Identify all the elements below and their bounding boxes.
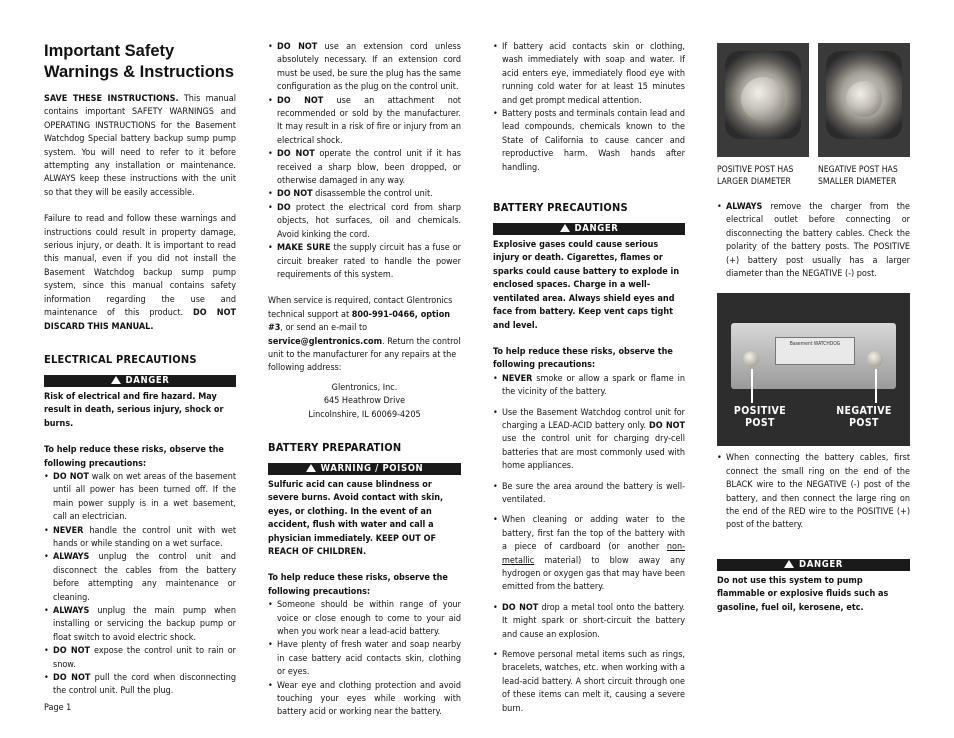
list-item: • DO NOT disassemble the control unit. <box>268 188 461 201</box>
column-4 <box>717 43 910 615</box>
list-item: • DO NOT drop a metal tool onto the battery. It might spark or short-circuit the battery and cause an explosion. <box>493 602 685 642</box>
danger-banner-battery: DANGER <box>493 223 685 235</box>
danger-text-electrical: Risk of electrical and fire hazard. May result in death, serious injury, shock or burns. <box>44 391 224 429</box>
danger-text-battery: Explosive gases could cause serious injury or death. Cigarettes, flames or sparks could cause battery to explode in enclosed spaces. Charge in a well-ventilated area. Always shield eyes and face from battery. Keep vent caps tight and level. <box>493 240 680 331</box>
negative-post-label: NEGATIVE POST <box>836 405 892 430</box>
warning-text-poison: Sulfuric acid can cause blindness or severe burns. Avoid contact with skin, eyes, or clothing. In the event of an accident, flush with water and call a physician immediately. KEEP OUT OF REACH OF CHILDREN. <box>268 479 444 557</box>
list-item: • Wear eye and clothing protection and avoid touching your eyes while working with battery acid or working near the battery. <box>268 680 461 720</box>
warning-triangle-icon <box>560 224 570 232</box>
list-item: • DO NOT expose the control unit to rain or snow. <box>44 645 236 672</box>
battery-precautions-list <box>493 373 685 716</box>
battery-photo <box>717 293 910 446</box>
precautions-intro: To help reduce these risks, observe the following precautions: <box>268 573 448 597</box>
battery-post-photos <box>717 43 910 157</box>
battery-preparation-list-cont <box>493 41 685 175</box>
service-paragraph: When service is required, contact Glentronics technical support at 800-991-0466, option #3, or send an e-mail to service@glentronics.com. Return the control unit to the manufacturer for any repairs at the following address: <box>268 296 461 374</box>
precautions-intro: To help reduce these risks, observe the following precautions: <box>493 346 673 371</box>
positive-arrow <box>751 369 753 403</box>
list-item: • Battery posts and terminals contain lead and lead compounds, chemicals known to the State of California to cause cancer and reproductive harm. Wash hands after handling. <box>493 108 685 175</box>
list-item: • NEVER smoke or allow a spark or flame in the vicinity of the battery. <box>493 373 685 400</box>
section-title-electrical: ELECTRICAL PRECAUTIONS <box>44 352 197 366</box>
positive-post-caption: POSITIVE POST HAS LARGER DIAMETER <box>717 165 794 187</box>
discard-warning-paragraph: Failure to read and follow these warnings and instructions could result in property damage, serious injury, or death. It is important to read this manual, even if you did not install the Basement Watchdog backup sump pump system, since this manual contains safety information regarding the use and maintenance of this product. DO NOT DISCARD THIS MANUAL. <box>44 214 236 332</box>
electrical-precautions-list <box>44 471 236 699</box>
warning-triangle-icon <box>784 560 794 568</box>
list-item: • ALWAYS unplug the main pump when installing or servicing the backup pump or float switch to avoid electric shock. <box>44 605 236 645</box>
photo-captions <box>717 164 910 188</box>
page-title: Important Safety Warnings & Instructions <box>44 42 235 81</box>
precautions-intro: To help reduce these risks, observe the following precautions: <box>44 445 224 469</box>
list-item: • DO NOT walk on wet areas of the basement until all power has been turned off. If the main power supply is in a wet basement, call an electrician. <box>44 471 236 525</box>
list-item: • When cleaning or adding water to the battery, first fan the top of the battery with a piece of cardboard (or another non-metallic material) to blow away any hydrogen or oxygen gas that may have been emitted from the battery. <box>493 514 685 594</box>
danger-banner-flammable: DANGER <box>717 559 910 571</box>
section-title-battery-precautions: BATTERY PRECAUTIONS <box>493 201 628 215</box>
page-number: Page 1 <box>44 703 72 713</box>
list-item: • Someone should be within range of your voice or close enough to come to your aid when you work near a lead-acid battery. <box>268 599 461 639</box>
connection-list <box>717 452 910 532</box>
intro-paragraph: SAVE THESE INSTRUCTIONS. This manual contains important SAFETY WARNINGS and OPERATING INSTRUCTIONS for the Basement Watchdog Special battery backup sump pump system. You will need to refer to it before attempting any installation or maintenance. ALWAYS keep these instructions with the unit so that they will be easily accessible. <box>44 94 236 198</box>
list-item: • Remove personal metal items such as rings, bracelets, watches, etc. when working with a lead-acid battery. A short circuit through one of these items can melt it, causing a severe burn. <box>493 649 685 716</box>
column-1 <box>44 38 236 699</box>
list-item: • Have plenty of fresh water and soap nearby in case battery acid contacts skin, clothing or eyes. <box>268 639 461 679</box>
electrical-precautions-list-cont <box>268 41 461 282</box>
battery-brand-label: Basement WATCHDOG <box>775 337 855 365</box>
list-item: • DO protect the electrical cord from sharp objects, hot surfaces, oil and chemicals. Avoid kinking the cord. <box>268 202 461 242</box>
polarity-list <box>717 201 910 281</box>
battery-preparation-list <box>268 599 461 720</box>
manufacturer-address: Glentronics, Inc. 645 Heathrow Drive Lincolnshire, IL 60069-4205 <box>308 382 421 420</box>
warning-triangle-icon <box>306 464 316 472</box>
support-phone: 800-991-0466, option #3 <box>268 309 451 334</box>
negative-post-photo <box>818 43 910 157</box>
warning-triangle-icon <box>111 376 121 384</box>
list-item: • DO NOT use an extension cord unless absolutely necessary. If an extension cord must be used, be sure the plug has the same configuration as the plug on the control unit. <box>268 41 461 95</box>
list-item: • Be sure the area around the battery is well-ventilated. <box>493 481 685 508</box>
column-2 <box>268 38 461 720</box>
list-item: • If battery acid contacts skin or clothing, wash immediately with soap and water. If acid enters eye, immediately flood eye with running cold water for at least 15 minutes and get prompt medical attention. <box>493 41 685 108</box>
warning-banner-poison: WARNING / POISON <box>268 463 461 475</box>
danger-banner-electrical: DANGER <box>44 375 236 387</box>
list-item: • DO NOT operate the control unit if it has received a sharp blow, been dropped, or otherwise damaged in any way. <box>268 148 461 188</box>
list-item: • DO NOT use an attachment not recommended or sold by the manufacturer. It may result in a risk of fire or injury from an electrical shock. <box>268 95 461 149</box>
list-item: • DO NOT pull the cord when disconnecting the control unit. Pull the plug. <box>44 672 236 699</box>
support-email-link[interactable]: service@glentronics.com <box>268 336 383 347</box>
list-item: • Use the Basement Watchdog control unit for charging a LEAD-ACID battery only. DO NOT use the control unit for charging dry-cell batteries that are most commonly used with home appliances. <box>493 407 685 474</box>
list-item: • NEVER handle the control unit with wet hands or while standing on a wet surface. <box>44 525 236 552</box>
positive-post-label: POSITIVE POST <box>733 405 787 430</box>
negative-arrow <box>875 369 877 403</box>
list-item: • MAKE SURE the supply circuit has a fuse or circuit breaker rated to handle the power requirements of this system. <box>268 242 461 282</box>
list-item: • When connecting the battery cables, first connect the small ring on the end of the BLACK wire to the NEGATIVE (-) post of the battery, and then connect the large ring on the end of the RED wire to the POSITIVE (+) post of the battery. <box>717 452 910 532</box>
list-item: • ALWAYS unplug the control unit and disconnect the cables from the battery before attempting any maintenance or cleaning. <box>44 551 236 605</box>
column-3 <box>493 38 685 716</box>
section-title-battery-preparation: BATTERY PREPARATION <box>268 440 402 454</box>
list-item: • ALWAYS remove the charger from the electrical outlet before connecting or disconnecting the battery cables. Check the polarity of the battery posts. The POSITIVE (+) battery post usually has a larger diameter than the NEGATIVE (-) post. <box>717 201 910 281</box>
positive-post-photo <box>717 43 809 157</box>
negative-post-caption: NEGATIVE POST HAS SMALLER DIAMETER <box>818 165 898 187</box>
danger-text-flammable: Do not use this system to pump flammable or explosive fluids such as gasoline, fuel oil, kerosene, etc. <box>717 575 889 613</box>
